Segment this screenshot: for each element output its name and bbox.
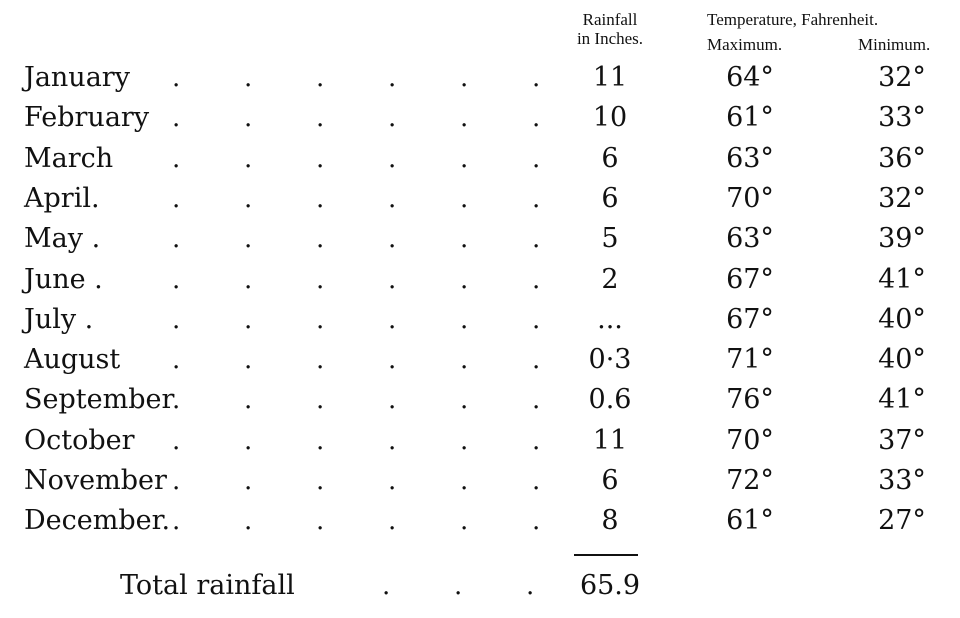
- rainfall-cell: 0·3: [588, 344, 632, 376]
- total-label: Total rainfall: [120, 570, 295, 601]
- month-label: March: [24, 142, 114, 174]
- leader-dot: .: [316, 63, 325, 93]
- minimum-header: Minimum.: [858, 35, 931, 54]
- leader-dot: .: [244, 466, 253, 496]
- leader-dot: .: [532, 63, 541, 93]
- leader-dot: .: [460, 425, 469, 456]
- leader-dot: .: [172, 466, 181, 496]
- leader-dot: .: [388, 103, 397, 134]
- month-label: August: [24, 344, 121, 376]
- min-temp-cell: 33°: [878, 102, 926, 134]
- leader-dot: .: [172, 264, 181, 295]
- table-row: [0, 58, 960, 98]
- leader-dot: .: [172, 224, 181, 255]
- month-label: January: [24, 62, 130, 93]
- leader-dot: .: [316, 506, 325, 537]
- leader-dot: .: [172, 103, 181, 134]
- leader-dot: .: [532, 425, 541, 456]
- leader-dot: .: [172, 345, 181, 376]
- leader-dot: .: [172, 304, 181, 335]
- leader-dot: .: [460, 103, 469, 134]
- month-label: September: [24, 384, 175, 416]
- leader-dot: .: [460, 63, 469, 93]
- min-temp-cell: 41°: [878, 384, 926, 416]
- month-label: October: [24, 424, 135, 456]
- table-row: [0, 260, 960, 300]
- leader-dot: .: [172, 143, 181, 174]
- rainfall-cell: 6: [601, 465, 619, 496]
- leader-dot: .: [172, 506, 181, 537]
- min-temp-cell: 40°: [878, 344, 926, 376]
- leader-dot: .: [316, 143, 325, 174]
- leader-dot: .: [316, 345, 325, 376]
- rainfall-cell: 6: [601, 142, 619, 174]
- leader-dot: .: [316, 183, 325, 214]
- month-label: April.: [24, 182, 100, 214]
- rainfall-header-line1: Rainfall: [582, 10, 638, 29]
- leader-dot: .: [244, 304, 253, 335]
- max-temp-cell: 64°: [726, 62, 774, 93]
- leader-dot: .: [460, 224, 469, 255]
- leader-dot: .: [316, 264, 325, 295]
- month-label: November: [24, 465, 167, 496]
- leader-dot: .: [172, 425, 181, 456]
- leader-dot: .: [244, 143, 253, 174]
- leader-dot: .: [388, 425, 397, 456]
- table-row: [0, 501, 960, 541]
- max-temp-cell: 67°: [726, 303, 774, 335]
- max-temp-cell: 63°: [726, 223, 774, 255]
- max-temp-cell: 67°: [726, 263, 774, 295]
- min-temp-cell: 36°: [878, 142, 926, 174]
- temperature-header: Temperature, Fahrenheit.: [707, 10, 879, 29]
- month-label: July .: [24, 303, 94, 335]
- leader-dot: .: [244, 345, 253, 376]
- rainfall-cell: 5: [601, 223, 619, 255]
- leader-dot: .: [460, 385, 469, 416]
- leader-dot: .: [316, 466, 325, 496]
- leader-dot: .: [382, 571, 391, 601]
- min-temp-cell: 32°: [878, 62, 926, 93]
- maximum-header: Maximum.: [707, 35, 783, 54]
- min-temp-cell: 37°: [878, 424, 926, 456]
- leader-dot: .: [388, 466, 397, 496]
- table-row: [0, 380, 960, 420]
- leader-dot: .: [172, 183, 181, 214]
- max-temp-cell: 70°: [726, 424, 774, 456]
- leader-dot: .: [532, 224, 541, 255]
- leader-dot: .: [316, 224, 325, 255]
- leader-dot: .: [316, 385, 325, 416]
- table-row: [0, 300, 960, 340]
- total-value: 65.9: [579, 570, 641, 601]
- leader-dot: .: [244, 183, 253, 214]
- leader-dot: .: [460, 466, 469, 496]
- rainfall-cell: ...: [597, 303, 623, 335]
- rainfall-cell: 11: [592, 62, 628, 93]
- leader-dot: .: [388, 506, 397, 537]
- table-row: [0, 219, 960, 259]
- rainfall-cell: 10: [592, 102, 628, 134]
- min-temp-cell: 41°: [878, 263, 926, 295]
- leader-dot: .: [172, 63, 181, 93]
- leader-dot: .: [532, 264, 541, 295]
- leader-dot: .: [244, 264, 253, 295]
- table-row: [0, 179, 960, 219]
- leader-dot: .: [532, 183, 541, 214]
- leader-dot: .: [244, 425, 253, 456]
- max-temp-cell: 72°: [726, 465, 774, 496]
- min-temp-cell: 27°: [878, 505, 926, 537]
- leader-dot: .: [460, 506, 469, 537]
- max-temp-cell: 61°: [726, 505, 774, 537]
- min-temp-cell: 33°: [878, 465, 926, 496]
- month-label: December.: [24, 505, 171, 537]
- leader-dot: .: [388, 63, 397, 93]
- leader-dot: .: [460, 264, 469, 295]
- leader-dot: .: [388, 143, 397, 174]
- min-temp-cell: 39°: [878, 223, 926, 255]
- leader-dot: .: [388, 385, 397, 416]
- leader-dot: .: [244, 103, 253, 134]
- leader-dot: .: [460, 183, 469, 214]
- leader-dot: .: [532, 345, 541, 376]
- leader-dot: .: [172, 385, 181, 416]
- month-label: June .: [24, 263, 103, 295]
- leader-dot: .: [244, 63, 253, 93]
- leader-dot: .: [532, 103, 541, 134]
- rainfall-cell: 2: [601, 263, 619, 295]
- leader-dot: .: [388, 345, 397, 376]
- rainfall-header: [560, 10, 660, 48]
- min-temp-cell: 32°: [878, 182, 926, 214]
- max-temp-cell: 61°: [726, 102, 774, 134]
- leader-dot: .: [388, 224, 397, 255]
- leader-dot: .: [388, 183, 397, 214]
- leader-dot: .: [316, 425, 325, 456]
- leader-dot: .: [388, 264, 397, 295]
- leader-dot: .: [244, 506, 253, 537]
- table-row: [0, 340, 960, 380]
- max-temp-cell: 70°: [726, 182, 774, 214]
- leader-dot: .: [526, 571, 535, 601]
- leader-dot: .: [532, 506, 541, 537]
- total-rule: [574, 554, 638, 556]
- max-temp-cell: 71°: [726, 344, 774, 376]
- max-temp-cell: 76°: [726, 384, 774, 416]
- leader-dot: .: [316, 103, 325, 134]
- max-temp-cell: 63°: [726, 142, 774, 174]
- leader-dot: .: [460, 304, 469, 335]
- leader-dot: .: [532, 143, 541, 174]
- rainfall-cell: 0.6: [588, 384, 632, 416]
- table-row: [0, 461, 960, 501]
- rainfall-cell: 8: [601, 505, 619, 537]
- leader-dot: .: [532, 304, 541, 335]
- rainfall-header-line2: in Inches.: [576, 29, 644, 48]
- month-label: February: [24, 102, 150, 134]
- table-row: [0, 139, 960, 179]
- rainfall-cell: 6: [601, 182, 619, 214]
- leader-dot: .: [532, 466, 541, 496]
- month-label: May .: [24, 223, 101, 255]
- leader-dot: .: [316, 304, 325, 335]
- leader-dot: .: [460, 345, 469, 376]
- leader-dot: .: [460, 143, 469, 174]
- total-row: [0, 566, 960, 606]
- leader-dot: .: [532, 385, 541, 416]
- leader-dot: .: [244, 385, 253, 416]
- table-row: [0, 421, 960, 461]
- leader-dot: .: [388, 304, 397, 335]
- min-temp-cell: 40°: [878, 303, 926, 335]
- rainfall-cell: 11: [592, 424, 628, 456]
- table-row: [0, 98, 960, 138]
- leader-dot: .: [244, 224, 253, 255]
- leader-dot: .: [454, 571, 463, 601]
